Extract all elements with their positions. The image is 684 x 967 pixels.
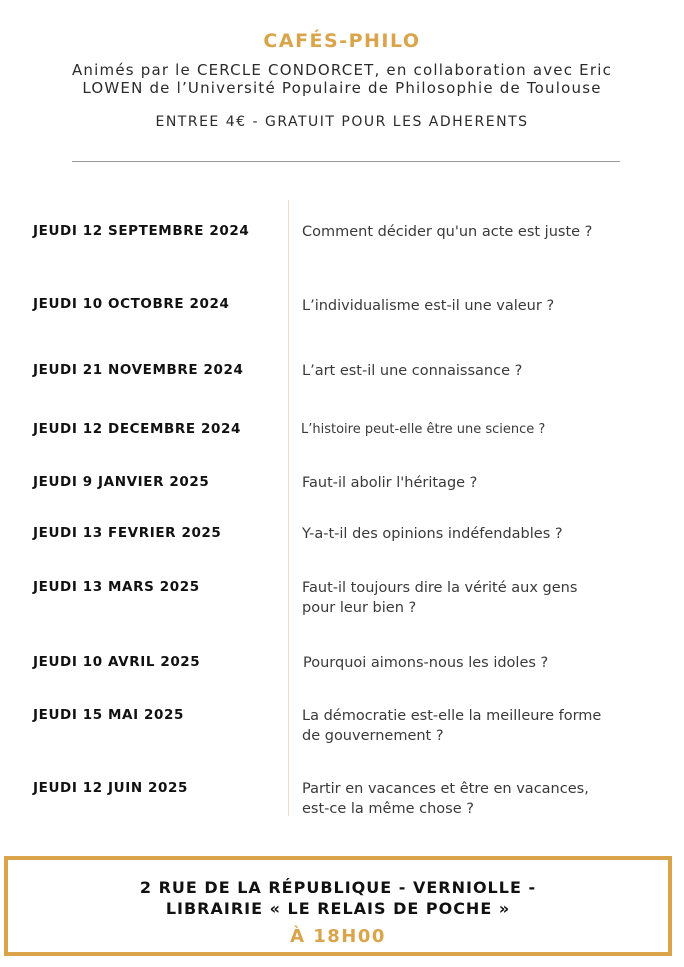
subtitle-line-1: Animés par le CERCLE CONDORCET, en collaboration avec Eric: [71, 61, 613, 79]
session-topic-6: Y-a-t-il des opinions indéfendables ?: [302, 526, 563, 542]
session-topic-7: [302, 578, 672, 618]
session-date-2: JEUDI 10 OCTOBRE 2024: [33, 296, 230, 312]
session-topic-10-line-2: est-ce la même chose ?: [302, 801, 474, 817]
session-topic-7-line-1: Faut-il toujours dire la vérité aux gens: [302, 580, 578, 596]
session-topic-3: L’art est-il une connaissance ?: [302, 363, 523, 379]
session-topic-2: L’individualisme est-il une valeur ?: [302, 298, 555, 314]
session-date-7: JEUDI 13 MARS 2025: [33, 579, 200, 595]
venue-address-line-1: 2 RUE DE LA RÉPUBLIQUE - VERNIOLLE -: [139, 878, 537, 897]
session-topic-9-line-2: de gouvernement ?: [302, 728, 444, 744]
venue-time: À 18H00: [290, 926, 386, 947]
session-date-4: JEUDI 12 DECEMBRE 2024: [33, 421, 241, 437]
schedule-vertical-divider: [288, 200, 289, 816]
session-date-1: JEUDI 12 SEPTEMBRE 2024: [33, 223, 250, 239]
session-topic-9: [302, 706, 672, 746]
session-topic-9-line-1: La démocratie est-elle la meilleure forme: [302, 708, 602, 724]
venue-box: [4, 856, 672, 956]
session-topic-10: [302, 779, 672, 819]
page-title: CAFÉS-PHILO: [263, 30, 421, 52]
session-topic-5: Faut-il abolir l'héritage ?: [302, 475, 478, 491]
session-date-9: JEUDI 15 MAI 2025: [33, 707, 185, 723]
session-date-3: JEUDI 21 NOVEMBRE 2024: [33, 362, 244, 378]
session-topic-10-line-1: Partir en vacances et être en vacances,: [302, 781, 589, 797]
subtitle-line-2: LOWEN de l’Université Populaire de Philosophie de Toulouse: [82, 79, 602, 97]
header-divider: [72, 161, 620, 162]
session-topic-8: Pourquoi aimons-nous les idoles ?: [303, 655, 549, 671]
session-date-5: JEUDI 9 JANVIER 2025: [33, 474, 210, 490]
organizer-subtitle: [20, 61, 664, 97]
session-date-6: JEUDI 13 FEVRIER 2025: [33, 525, 222, 541]
session-date-8: JEUDI 10 AVRIL 2025: [33, 654, 201, 670]
venue-address: [8, 877, 668, 919]
session-topic-7-line-2: pour leur bien ?: [302, 600, 417, 616]
session-topic-4: L’histoire peut-elle être une science ?: [301, 422, 546, 437]
venue-address-line-2: LIBRAIRIE « LE RELAIS DE POCHE »: [165, 899, 511, 918]
entry-fee: ENTREE 4€ - GRATUIT POUR LES ADHERENTS: [155, 114, 529, 130]
session-topic-1: Comment décider qu'un acte est juste ?: [302, 224, 593, 240]
session-date-10: JEUDI 12 JUIN 2025: [33, 780, 189, 796]
